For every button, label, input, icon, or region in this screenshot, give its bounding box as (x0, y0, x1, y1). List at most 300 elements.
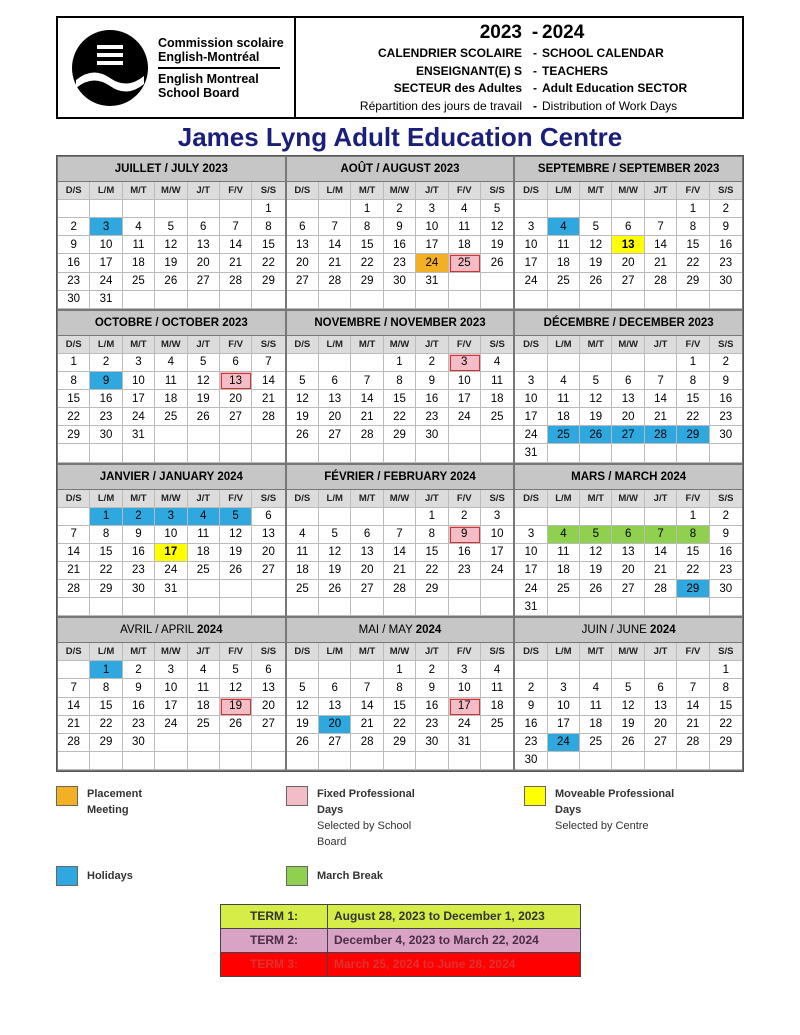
calendar-day: 3 (449, 354, 481, 372)
calendar-day: 14 (351, 390, 383, 408)
empty-day-cell (252, 752, 284, 770)
calendar-day: 14 (220, 236, 252, 254)
empty-day-cell (612, 752, 644, 770)
calendar-day: 29 (384, 426, 416, 444)
en-line-1: SCHOOL CALENDAR (542, 46, 664, 60)
empty-day-cell (515, 508, 547, 526)
legend-sub: Selected by Centre (555, 820, 649, 832)
calendar-day: 15 (351, 236, 383, 254)
month-block (514, 156, 743, 310)
school-board-logo-area (58, 18, 296, 117)
legend-moveable-text (555, 786, 674, 834)
calendar-day: 1 (58, 354, 90, 372)
day-of-week-header: S/S (481, 336, 513, 354)
calendar-day: 26 (612, 734, 644, 752)
empty-day-cell (155, 200, 187, 218)
calendar-day: 24 (155, 716, 187, 734)
day-of-week-header: S/S (710, 490, 742, 508)
month-block (286, 617, 515, 771)
legend-label: March Break (317, 870, 384, 882)
calendar-day: 13 (351, 544, 383, 562)
calendar-day: 4 (481, 354, 513, 372)
calendar-day: 7 (645, 526, 677, 544)
calendar-day: 3 (416, 200, 448, 218)
calendar-day: 9 (710, 526, 742, 544)
calendar-day: 26 (220, 562, 252, 580)
empty-day-cell (481, 291, 513, 309)
calendar-day: 13 (319, 698, 351, 716)
calendar-day: 4 (548, 526, 580, 544)
empty-day-cell (548, 200, 580, 218)
calendar-day: 20 (612, 562, 644, 580)
empty-day-cell (155, 426, 187, 444)
calendar-day: 28 (677, 734, 709, 752)
calendar-day: 22 (58, 408, 90, 426)
empty-day-cell (155, 734, 187, 752)
day-of-week-header: L/M (319, 490, 351, 508)
empty-day-cell (188, 426, 220, 444)
day-of-week-header: L/M (90, 490, 122, 508)
day-of-week-header: F/V (449, 490, 481, 508)
calendar-day: 23 (123, 716, 155, 734)
empty-day-cell (710, 752, 742, 770)
empty-day-cell (710, 598, 742, 616)
calendar-day: 20 (612, 254, 644, 272)
calendar-day: 29 (710, 734, 742, 752)
calendar-day: 11 (580, 698, 612, 716)
empty-day-cell (155, 598, 187, 616)
empty-day-cell (90, 200, 122, 218)
empty-day-cell (123, 200, 155, 218)
day-of-week-header: F/V (449, 182, 481, 200)
calendar-day: 30 (58, 291, 90, 309)
calendar-day: 10 (548, 698, 580, 716)
calendar-day: 28 (319, 273, 351, 291)
calendar-day: 14 (252, 372, 284, 390)
calendar-day: 17 (515, 562, 547, 580)
calendar-day: 26 (220, 716, 252, 734)
day-of-week-header: L/M (548, 643, 580, 661)
day-of-week-header: J/T (188, 336, 220, 354)
month-header (58, 618, 285, 643)
calendar-day: 27 (351, 580, 383, 598)
calendar-day: 14 (645, 390, 677, 408)
calendar-day: 6 (319, 679, 351, 697)
fixed-swatch (286, 786, 308, 806)
calendar-day: 16 (90, 390, 122, 408)
calendar-day: 7 (351, 679, 383, 697)
empty-day-cell (155, 291, 187, 309)
calendar-day: 19 (188, 390, 220, 408)
calendar-day: 2 (123, 508, 155, 526)
empty-day-cell (252, 444, 284, 462)
term-dates: August 28, 2023 to December 1, 2023 (334, 909, 545, 923)
term-dates: March 25, 2024 to June 28, 2024 (334, 957, 516, 971)
empty-day-cell (123, 291, 155, 309)
empty-day-cell (188, 734, 220, 752)
day-of-week-header: D/S (58, 643, 90, 661)
month-year: 2024 (660, 470, 687, 483)
empty-day-cell (612, 291, 644, 309)
calendar-day: 8 (384, 372, 416, 390)
empty-day-cell (384, 598, 416, 616)
empty-day-cell (351, 354, 383, 372)
calendar-day: 27 (645, 734, 677, 752)
empty-day-cell (123, 598, 155, 616)
calendar-day: 18 (155, 390, 187, 408)
calendar-day: 15 (677, 544, 709, 562)
calendar-day: 30 (90, 426, 122, 444)
calendar-day: 8 (90, 526, 122, 544)
calendar-day: 24 (481, 562, 513, 580)
calendar-day: 6 (188, 218, 220, 236)
calendar-day: 19 (481, 236, 513, 254)
calendar-day: 2 (123, 661, 155, 679)
calendar-day: 17 (548, 716, 580, 734)
calendar-day: 22 (90, 716, 122, 734)
calendar-day: 31 (155, 580, 187, 598)
days-grid (515, 490, 742, 617)
calendar-day: 7 (319, 218, 351, 236)
day-of-week-header: D/S (58, 336, 90, 354)
empty-day-cell (90, 598, 122, 616)
calendar-day: 16 (710, 544, 742, 562)
day-of-week-header: F/V (220, 643, 252, 661)
calendar-day: 29 (416, 580, 448, 598)
calendar-day: 26 (580, 580, 612, 598)
calendar-day: 25 (188, 562, 220, 580)
empty-day-cell (287, 444, 319, 462)
calendar-day: 28 (384, 580, 416, 598)
empty-day-cell (351, 598, 383, 616)
day-of-week-header: J/T (645, 336, 677, 354)
empty-day-cell (351, 291, 383, 309)
month-header (515, 157, 742, 182)
calendar-day: 21 (645, 562, 677, 580)
calendar-day: 16 (384, 236, 416, 254)
day-of-week-header: D/S (287, 336, 319, 354)
day-of-week-header: M/T (351, 490, 383, 508)
month-name: AVRIL / APRIL (120, 624, 197, 637)
calendar-day: 2 (416, 661, 448, 679)
calendar-day: 19 (580, 254, 612, 272)
day-of-week-header: M/T (580, 182, 612, 200)
calendar-day: 25 (548, 580, 580, 598)
calendar-day: 3 (123, 354, 155, 372)
calendar-day: 18 (481, 698, 513, 716)
calendar-day: 31 (90, 291, 122, 309)
empty-day-cell (515, 354, 547, 372)
empty-day-cell (580, 661, 612, 679)
calendar-day: 10 (155, 679, 187, 697)
month-header (287, 618, 514, 643)
calendar-day: 6 (351, 526, 383, 544)
calendar-day: 13 (188, 236, 220, 254)
calendar-day: 11 (155, 372, 187, 390)
calendar-day: 3 (515, 526, 547, 544)
calendar-day: 18 (548, 254, 580, 272)
calendar-day: 2 (58, 218, 90, 236)
calendar-day: 20 (287, 254, 319, 272)
empty-day-cell (90, 752, 122, 770)
moveable-swatch (524, 786, 546, 806)
calendar-day: 17 (90, 254, 122, 272)
empty-day-cell (287, 598, 319, 616)
calendar-day: 29 (90, 734, 122, 752)
calendar-day: 3 (90, 218, 122, 236)
fr-line-2: ENSEIGNANT(E) S (415, 63, 522, 78)
empty-day-cell (612, 661, 644, 679)
calendar-day: 21 (645, 254, 677, 272)
calendar-day: 19 (287, 716, 319, 734)
day-of-week-header: M/W (384, 182, 416, 200)
calendar-day: 23 (58, 273, 90, 291)
empty-day-cell (384, 508, 416, 526)
day-of-week-header: M/W (612, 182, 644, 200)
empty-day-cell (612, 200, 644, 218)
empty-day-cell (416, 444, 448, 462)
month-header (287, 465, 514, 490)
empty-day-cell (58, 661, 90, 679)
calendar-day: 9 (123, 679, 155, 697)
calendar-day: 1 (710, 661, 742, 679)
calendar-day: 16 (123, 544, 155, 562)
terms-table (220, 904, 581, 977)
day-of-week-header: L/M (548, 336, 580, 354)
legend-label: Placement (87, 788, 143, 800)
calendar-day: 13 (612, 390, 644, 408)
calendar-day: 19 (580, 562, 612, 580)
empty-day-cell (548, 508, 580, 526)
empty-day-cell (220, 200, 252, 218)
empty-day-cell (677, 291, 709, 309)
calendar-day: 4 (548, 218, 580, 236)
calendar-day: 5 (612, 679, 644, 697)
calendar-day: 23 (416, 408, 448, 426)
day-of-week-header: M/W (155, 643, 187, 661)
month-block (286, 464, 515, 618)
month-name: DÉCEMBRE / DECEMBER (543, 316, 689, 329)
day-of-week-header: M/W (612, 643, 644, 661)
calendar-day: 27 (287, 273, 319, 291)
empty-day-cell (319, 200, 351, 218)
calendar-day: 11 (188, 679, 220, 697)
month-block (57, 464, 286, 618)
org-name-en-2: School Board (158, 85, 240, 100)
calendar-day: 20 (645, 716, 677, 734)
legend-label: Meeting (87, 804, 129, 816)
day-of-week-header: D/S (58, 182, 90, 200)
month-year: 2024 (450, 470, 476, 483)
day-of-week-header: S/S (710, 182, 742, 200)
legend-label: Moveable Professional (555, 788, 675, 800)
calendar-day: 8 (677, 526, 709, 544)
day-of-week-header: J/T (416, 336, 448, 354)
days-grid (287, 643, 514, 770)
calendar-day: 14 (384, 544, 416, 562)
calendar-day: 18 (287, 562, 319, 580)
month-year: 2023 (693, 163, 720, 175)
calendar-day: 30 (416, 734, 448, 752)
calendar-day: 3 (481, 508, 513, 526)
empty-day-cell (188, 444, 220, 462)
calendar-day: 14 (319, 236, 351, 254)
calendar-day: 5 (220, 508, 252, 526)
legend-holidays-text (87, 868, 133, 884)
calendar-day: 22 (677, 562, 709, 580)
empty-day-cell (220, 734, 252, 752)
calendar-day: 10 (515, 544, 547, 562)
day-of-week-header: F/V (449, 643, 481, 661)
day-of-week-header: F/V (677, 643, 709, 661)
calendar-day: 23 (384, 254, 416, 272)
calendar-day: 1 (677, 354, 709, 372)
calendar-day: 24 (123, 408, 155, 426)
calendar-day: 10 (416, 218, 448, 236)
calendar-day: 2 (710, 508, 742, 526)
calendar-day: 21 (58, 562, 90, 580)
calendar-day: 2 (710, 354, 742, 372)
calendar-day: 10 (449, 372, 481, 390)
calendar-day: 17 (123, 390, 155, 408)
calendar-day: 15 (416, 544, 448, 562)
calendar-day: 19 (220, 698, 252, 716)
day-of-week-header: J/T (188, 490, 220, 508)
legend-fixed (286, 786, 415, 850)
empty-day-cell (287, 508, 319, 526)
fr-line-3: SECTEUR des Adultes (393, 81, 522, 95)
month-name: MARS / MARCH (571, 470, 661, 483)
calendar-day: 26 (287, 734, 319, 752)
empty-day-cell (351, 508, 383, 526)
day-of-week-header: J/T (645, 182, 677, 200)
calendar-day: 31 (449, 734, 481, 752)
calendar-day: 1 (384, 661, 416, 679)
calendar-day: 11 (481, 679, 513, 697)
calendar-day: 21 (58, 716, 90, 734)
day-of-week-header: S/S (252, 490, 284, 508)
fr-line-1: CALENDRIER SCOLAIRE (377, 46, 522, 60)
term-row (221, 929, 580, 953)
empty-day-cell (220, 444, 252, 462)
calendar-day: 4 (287, 526, 319, 544)
day-of-week-header: M/W (384, 643, 416, 661)
separator: - (533, 81, 537, 95)
calendar-day: 25 (481, 408, 513, 426)
en-line-3: Adult Education SECTOR (542, 81, 688, 95)
empty-day-cell (645, 200, 677, 218)
calendar-day: 21 (252, 390, 284, 408)
calendar-day: 2 (710, 200, 742, 218)
day-of-week-header: J/T (416, 643, 448, 661)
empty-day-cell (319, 291, 351, 309)
separator: - (533, 98, 537, 113)
calendar-day: 26 (188, 408, 220, 426)
month-name: AOÛT / AUGUST (340, 163, 434, 175)
legend-moveable (524, 786, 674, 834)
org-name-fr-2: English-Montréal (158, 49, 260, 64)
fr-line-4: Répartition des jours de travail (359, 98, 522, 113)
empty-day-cell (351, 444, 383, 462)
calendar-day: 12 (580, 544, 612, 562)
calendar-day: 14 (645, 544, 677, 562)
day-of-week-header: S/S (252, 182, 284, 200)
empty-day-cell (645, 598, 677, 616)
month-year: 2023 (688, 316, 714, 329)
term-row (221, 953, 580, 976)
calendar-day: 9 (710, 372, 742, 390)
month-header (58, 465, 285, 490)
calendar-day: 28 (220, 273, 252, 291)
calendar-day: 15 (384, 390, 416, 408)
empty-day-cell (220, 291, 252, 309)
month-name: OCTOBRE / OCTOBER (94, 316, 223, 329)
day-of-week-header: J/T (416, 490, 448, 508)
calendar-day: 7 (252, 354, 284, 372)
calendar-title-area (296, 18, 742, 117)
calendar-day: 23 (515, 734, 547, 752)
calendar-day: 3 (155, 508, 187, 526)
empty-day-cell (252, 291, 284, 309)
day-of-week-header: F/V (449, 336, 481, 354)
calendar-day: 7 (384, 526, 416, 544)
calendar-day: 29 (90, 580, 122, 598)
calendar-day: 18 (188, 544, 220, 562)
calendar-day: 18 (449, 236, 481, 254)
separator-column (528, 18, 542, 117)
calendar-day: 7 (351, 372, 383, 390)
day-of-week-header: D/S (515, 643, 547, 661)
term-label: TERM 3: (221, 953, 328, 976)
calendar-day: 20 (612, 408, 644, 426)
day-of-week-header: S/S (481, 490, 513, 508)
day-of-week-header: M/T (351, 336, 383, 354)
calendar-day: 20 (319, 716, 351, 734)
empty-day-cell (515, 661, 547, 679)
calendar-day: 17 (416, 236, 448, 254)
calendar-day: 20 (351, 562, 383, 580)
calendar-day: 11 (449, 218, 481, 236)
calendar-day: 15 (58, 390, 90, 408)
calendar-day: 2 (449, 508, 481, 526)
month-block (57, 310, 286, 464)
month-block (514, 310, 743, 464)
calendar-day: 13 (612, 544, 644, 562)
day-of-week-header: F/V (220, 490, 252, 508)
calendar-day: 19 (319, 562, 351, 580)
empty-day-cell (449, 291, 481, 309)
day-of-week-header: F/V (220, 336, 252, 354)
calendar-day: 19 (155, 254, 187, 272)
calendar-day: 26 (580, 273, 612, 291)
calendar-day: 29 (384, 734, 416, 752)
calendar-day: 14 (645, 236, 677, 254)
month-name: JANVIER / JANUARY (99, 470, 218, 483)
calendar-day: 27 (612, 426, 644, 444)
org-name-fr: Commission scolaire (158, 35, 284, 50)
calendar-day: 26 (580, 426, 612, 444)
empty-day-cell (188, 598, 220, 616)
calendar-day: 18 (188, 698, 220, 716)
calendar-day: 28 (58, 734, 90, 752)
calendar-day: 13 (287, 236, 319, 254)
empty-day-cell (481, 273, 513, 291)
calendar-day: 12 (612, 698, 644, 716)
calendar-day: 8 (252, 218, 284, 236)
days-grid (287, 490, 514, 617)
day-of-week-header: L/M (319, 643, 351, 661)
empty-day-cell (580, 752, 612, 770)
